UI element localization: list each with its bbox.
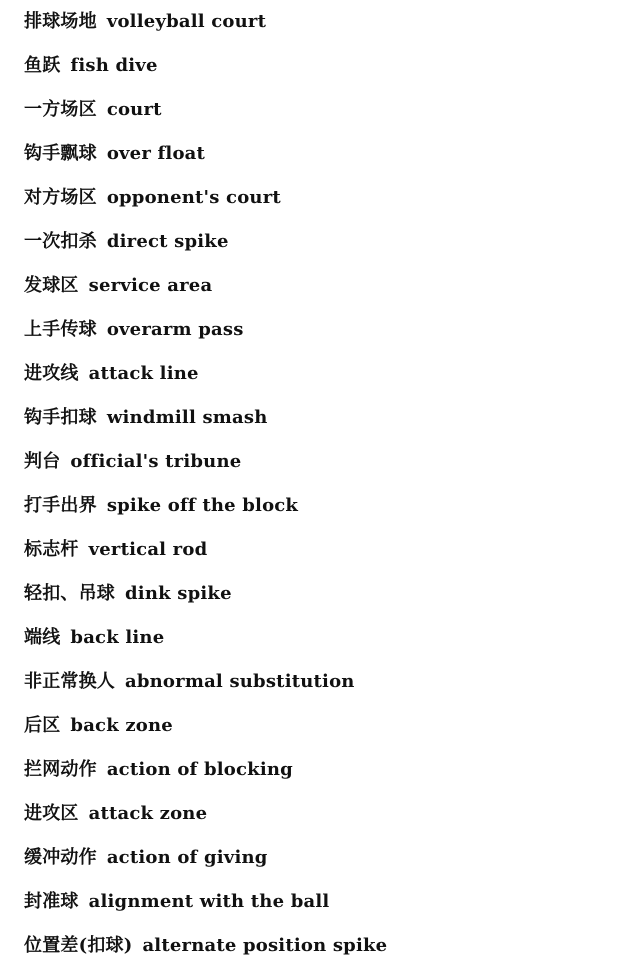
chinese-term: 上手传球 xyxy=(24,319,97,340)
volleyball-glossary-list xyxy=(24,7,387,975)
glossary-entry xyxy=(24,887,387,931)
english-term: opponent's court xyxy=(106,187,281,208)
chinese-term: 对方场区 xyxy=(24,187,97,208)
glossary-entry xyxy=(24,359,387,403)
glossary-entry xyxy=(24,227,387,271)
glossary-entry xyxy=(24,843,387,887)
chinese-term: 进攻区 xyxy=(24,803,79,824)
chinese-term: 非正常换人 xyxy=(24,671,115,692)
english-term: alignment with the ball xyxy=(88,891,330,912)
english-term: back line xyxy=(70,627,165,648)
chinese-term: 缓冲动作 xyxy=(24,847,97,868)
chinese-term: 打手出界 xyxy=(24,495,97,516)
chinese-term: 钩手扣球 xyxy=(24,407,97,428)
english-term: over float xyxy=(106,143,206,164)
chinese-term: 位置差(扣球) xyxy=(24,935,133,956)
glossary-entry xyxy=(24,931,387,975)
glossary-entry xyxy=(24,403,387,447)
glossary-entry xyxy=(24,139,387,183)
chinese-term: 端线 xyxy=(24,627,61,648)
glossary-entry xyxy=(24,623,387,667)
glossary-entry xyxy=(24,271,387,315)
english-term: official's tribune xyxy=(70,451,242,472)
glossary-entry xyxy=(24,491,387,535)
english-term: abnormal substitution xyxy=(125,671,355,692)
chinese-term: 封准球 xyxy=(24,891,79,912)
chinese-term: 发球区 xyxy=(24,275,79,296)
english-term: spike off the block xyxy=(106,495,299,516)
chinese-term: 钩手飘球 xyxy=(24,143,97,164)
english-term: overarm pass xyxy=(106,319,244,340)
english-term: alternate position spike xyxy=(142,935,388,956)
english-term: court xyxy=(106,99,162,120)
chinese-term: 一方场区 xyxy=(24,99,97,120)
chinese-term: 拦网动作 xyxy=(24,759,97,780)
glossary-entry xyxy=(24,667,387,711)
chinese-term: 进攻线 xyxy=(24,363,79,384)
glossary-entry xyxy=(24,315,387,359)
glossary-entry xyxy=(24,755,387,799)
english-term: back zone xyxy=(70,715,173,736)
english-term: action of blocking xyxy=(106,759,293,780)
glossary-entry xyxy=(24,711,387,755)
english-term: volleyball court xyxy=(106,11,267,32)
glossary-entry xyxy=(24,799,387,843)
english-term: attack zone xyxy=(88,803,208,824)
english-term: windmill smash xyxy=(106,407,268,428)
glossary-entry xyxy=(24,95,387,139)
chinese-term: 鱼跃 xyxy=(24,55,61,76)
english-term: vertical rod xyxy=(88,539,208,560)
english-term: attack line xyxy=(88,363,199,384)
chinese-term: 后区 xyxy=(24,715,61,736)
glossary-entry xyxy=(24,447,387,491)
english-term: fish dive xyxy=(70,55,158,76)
glossary-entry xyxy=(24,183,387,227)
chinese-term: 一次扣杀 xyxy=(24,231,97,252)
glossary-entry xyxy=(24,535,387,579)
glossary-entry xyxy=(24,579,387,623)
glossary-entry xyxy=(24,7,387,51)
chinese-term: 标志杆 xyxy=(24,539,79,560)
english-term: dink spike xyxy=(125,583,232,604)
chinese-term: 判台 xyxy=(24,451,61,472)
chinese-term: 排球场地 xyxy=(24,11,97,32)
english-term: service area xyxy=(88,275,213,296)
glossary-entry xyxy=(24,51,387,95)
chinese-term: 轻扣、吊球 xyxy=(24,583,115,604)
english-term: action of giving xyxy=(106,847,268,868)
english-term: direct spike xyxy=(106,231,229,252)
